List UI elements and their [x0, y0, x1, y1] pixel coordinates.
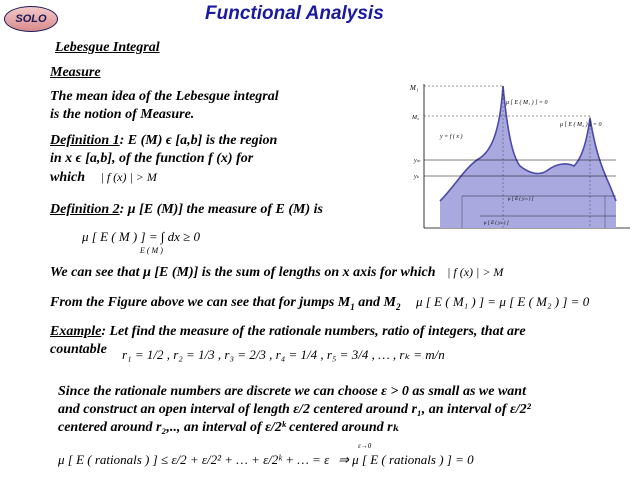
- final-inequality: μ [ E ( rationals ) ] ≤ ε/2 + ε/2² + … + ε/2ᵏ + … = ε: [58, 452, 330, 467]
- definition-1-formula: | f (x) | > M: [100, 170, 157, 184]
- label-mu-m1: μ [ E ( M₁ ) ] = 0: [506, 100, 548, 106]
- jumps-formula: μ [ E ( M₁ ) ] = μ [ E ( M₂ ) ] = 0: [415, 294, 590, 309]
- final-limit: ε→0: [358, 442, 372, 450]
- sum-sentence: [50, 265, 503, 281]
- rationals-sequence: r₁ = 1/2 , r₂ = 1/3 , r₃ = 2/3 , r₄ = 1/4 , r₅ = 3/4 , … , rₖ = m/n: [122, 347, 445, 362]
- jumps-sentence: [50, 294, 589, 312]
- example-label: Example: [50, 324, 102, 339]
- label-m2: M₂: [412, 115, 420, 121]
- jumps-sub-2: 2: [395, 301, 401, 312]
- intro-paragraph: [50, 88, 279, 124]
- page-title: Functional Analysis: [205, 3, 384, 24]
- section-subtitle: Lebesgue Integral: [55, 40, 160, 55]
- label-ym: yₘ: [414, 158, 421, 164]
- final-result: ⇒ μ [ E ( rationals ) ] = 0: [338, 452, 474, 467]
- example-line-2: countable: [50, 342, 107, 357]
- measure-heading: Measure: [50, 65, 101, 80]
- definition-1-line-1: : E (M) ϵ [a,b] is the region: [119, 133, 278, 148]
- definition-1-line-3: which: [50, 170, 86, 185]
- definition-2-subscript: E ( M ): [140, 246, 163, 255]
- since-paragraph: [58, 383, 531, 437]
- label-mu-ym: μ [ E ( yₘ ) ]: [508, 197, 534, 202]
- label-function: y = f ( x ): [440, 134, 463, 140]
- intro-line-2: is the notion of Measure.: [50, 107, 195, 122]
- definition-1-label: Definition 1: [50, 133, 120, 148]
- label-yk: yₖ: [414, 174, 420, 180]
- measure-figure-svg: [400, 78, 636, 250]
- measure-figure: [400, 78, 636, 255]
- definition-1: [50, 132, 277, 187]
- jumps-sub-1: 1: [350, 301, 355, 312]
- label-m1: M₁: [410, 84, 419, 92]
- definition-2-text: : μ [E (M)] the measure of E (M) is: [119, 202, 324, 217]
- jumps-sentence-text: From the Figure above we can see that for jumps M: [50, 295, 351, 310]
- solo-logo-badge: SOLO: [4, 6, 58, 32]
- curve-fill-region: [440, 86, 616, 228]
- sum-sentence-formula: | f (x) | > M: [447, 265, 504, 279]
- definition-2: [50, 201, 323, 219]
- definition-1-line-2: in x ϵ [a,b], of the function f (x) for: [50, 151, 254, 166]
- example-line-1: : Let find the measure of the rationale numbers, ratio of integers, that are: [101, 324, 526, 339]
- label-mu-m2: μ [ E ( M₂ ) ] = 0: [560, 122, 602, 128]
- label-mu-yk: μ [ E ( yₖ ) ]: [484, 221, 509, 226]
- sum-sentence-text: We can see that μ [E (M)] is the sum of lengths on x axis for which: [50, 265, 436, 280]
- jumps-sentence-mid: and M: [354, 295, 396, 310]
- definition-2-label: Definition 2: [50, 202, 120, 217]
- definition-2-formula: μ [ E ( M ) ] = ∫ dx ≥ 0: [82, 229, 201, 244]
- since-line-2: and construct an open interval of length ε/2 centered around r₁, an interval of ε/2²: [58, 402, 531, 417]
- intro-line-1: The mean idea of the Lebesgue integral: [50, 89, 279, 104]
- since-line-3: centered around r₂,.., an interval of ε/2ᵏ centered around rₖ: [58, 420, 400, 435]
- since-line-1: Since the rationale numbers are discrete we can choose ε > 0 as small as we want: [58, 384, 526, 399]
